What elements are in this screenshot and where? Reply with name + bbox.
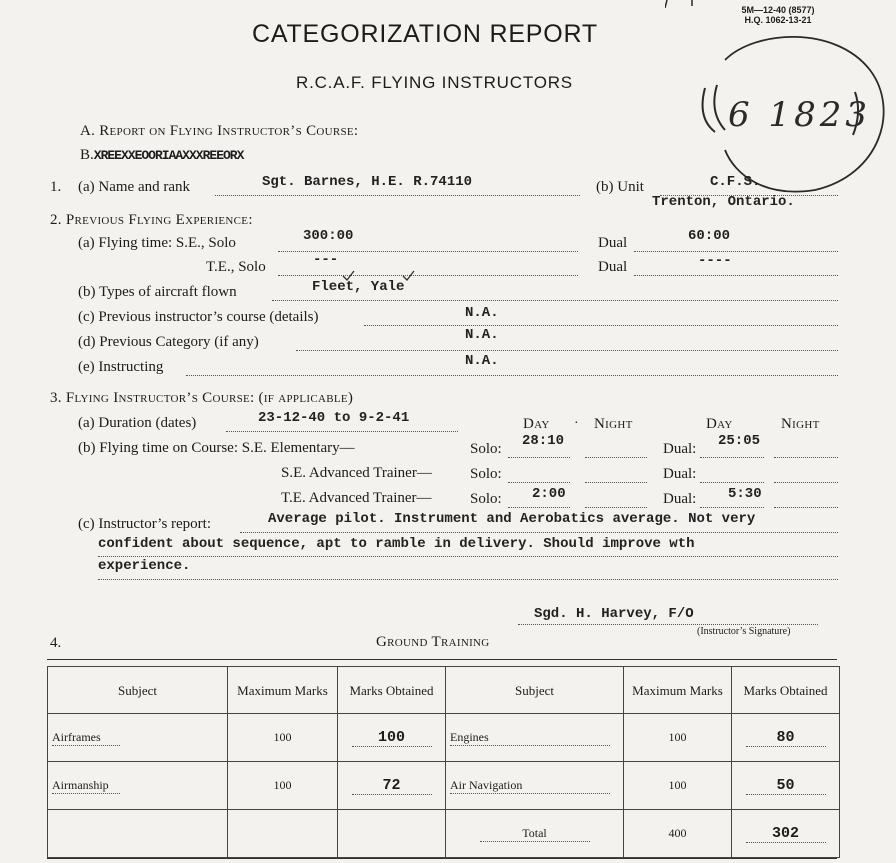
prev-category-line bbox=[296, 350, 838, 351]
se-adv-label: S.E. Advanced Trainer— bbox=[281, 465, 432, 481]
max-marks-cell: 100 bbox=[624, 714, 732, 762]
marks-obtained-cell bbox=[338, 762, 446, 810]
se-adv-dual-day-line bbox=[700, 482, 764, 483]
te-adv-label: T.E. Advanced Trainer— bbox=[281, 490, 432, 506]
table-total-row bbox=[48, 810, 840, 858]
aircraft-types-line bbox=[272, 300, 838, 301]
table-row bbox=[48, 762, 840, 810]
se-adv-dual-label: Dual: bbox=[663, 466, 697, 482]
total-obtained-value: 302 bbox=[746, 825, 826, 843]
course-time-label: (b) Flying time on Course: S.E. Elementary— bbox=[78, 440, 355, 456]
te-adv-solo-night-line bbox=[585, 507, 647, 508]
unit-value: C.F.S. bbox=[710, 174, 761, 190]
page-title: CATEGORIZATION REPORT bbox=[252, 20, 598, 48]
prev-course-value: N.A. bbox=[465, 305, 499, 321]
item-3-heading: 3. Flying Instructor’s Course: (if applicable) bbox=[50, 390, 354, 406]
tick-marks bbox=[340, 268, 430, 282]
se-adv-solo-day-line bbox=[508, 482, 570, 483]
te-adv-solo-day-value: 2:00 bbox=[532, 486, 566, 502]
section-a-label: A. Report on Flying Instructor’s Course: bbox=[80, 123, 359, 139]
total-obtained-cell bbox=[732, 810, 840, 858]
se-solo-value: 300:00 bbox=[303, 228, 354, 244]
signature-caption: (Instructor’s Signature) bbox=[697, 626, 791, 637]
section-b-prefix: B. bbox=[80, 147, 94, 163]
max-marks-cell: 100 bbox=[624, 762, 732, 810]
item-4-number: 4. bbox=[50, 635, 62, 651]
file-number: 6 1823 bbox=[728, 95, 871, 135]
total-label: Total bbox=[480, 826, 590, 842]
marks-obtained-value: 80 bbox=[746, 729, 826, 747]
instructing-value: N.A. bbox=[465, 353, 499, 369]
te-dual-label: Dual bbox=[598, 259, 628, 275]
empty-cell bbox=[338, 810, 446, 858]
prev-course-label: (c) Previous instructor’s course (details) bbox=[78, 309, 319, 325]
marks-obtained-value: 100 bbox=[352, 729, 432, 747]
max-marks-cell: 100 bbox=[228, 714, 338, 762]
max-marks-cell: 100 bbox=[228, 762, 338, 810]
table-header-row bbox=[48, 667, 840, 714]
section-b-struck-text: XREEXXEOORIAAXXXREEORX bbox=[93, 148, 244, 163]
subject-cell bbox=[48, 762, 228, 810]
header-dot: · bbox=[574, 416, 579, 431]
table-top-rule bbox=[47, 659, 837, 660]
section-b-line bbox=[80, 147, 243, 164]
item-2-heading: 2. Previous Flying Experience: bbox=[50, 212, 253, 228]
se-elem-solo-night-line bbox=[585, 457, 647, 458]
te-adv-dual-night-line bbox=[774, 507, 838, 508]
empty-cell bbox=[228, 810, 338, 858]
unit-location: Trenton, Ontario. bbox=[652, 194, 795, 210]
te-adv-dual-label: Dual: bbox=[663, 491, 697, 507]
marks-obtained-cell bbox=[732, 714, 840, 762]
se-dual-value: 60:00 bbox=[688, 228, 731, 244]
instructor-report-line-3: experience. bbox=[98, 558, 191, 574]
table-bottom-rule bbox=[47, 858, 837, 859]
max-marks-header-left: Maximum Marks bbox=[228, 667, 338, 714]
te-solo-label: T.E., Solo bbox=[206, 259, 266, 275]
ground-training-heading: Ground Training bbox=[376, 634, 490, 650]
se-elem-solo-day-line bbox=[508, 457, 570, 458]
dual-day-header: Day bbox=[706, 416, 733, 432]
se-elem-solo-label: Solo: bbox=[470, 441, 502, 457]
te-adv-dual-day-value: 5:30 bbox=[728, 486, 762, 502]
total-label-cell bbox=[446, 810, 624, 858]
ground-training-table bbox=[47, 666, 840, 858]
solo-night-header: Night bbox=[594, 416, 633, 432]
subject-name: Air Navigation bbox=[450, 778, 610, 794]
se-adv-solo-night-line bbox=[585, 482, 647, 483]
total-max-cell: 400 bbox=[624, 810, 732, 858]
te-dual-value: ---- bbox=[698, 253, 732, 269]
te-adv-dual-day-line bbox=[700, 507, 764, 508]
prev-course-line bbox=[364, 325, 838, 326]
te-adv-solo-label: Solo: bbox=[470, 491, 502, 507]
te-solo-value: --- bbox=[313, 252, 339, 268]
dual-night-header: Night bbox=[781, 416, 820, 432]
duration-value: 23-12-40 to 9-2-41 bbox=[258, 410, 410, 426]
te-dual-line bbox=[634, 275, 838, 276]
te-adv-solo-day-line bbox=[508, 507, 570, 508]
unit-label: (b) Unit bbox=[596, 179, 644, 195]
se-elem-dual-night-line bbox=[774, 457, 838, 458]
se-elem-dual-label: Dual: bbox=[663, 441, 697, 457]
duration-label: (a) Duration (dates) bbox=[78, 415, 197, 431]
item-1-number: 1. bbox=[50, 179, 62, 195]
marks-obtained-value: 50 bbox=[746, 777, 826, 795]
aircraft-types-label: (b) Types of aircraft flown bbox=[78, 284, 237, 300]
subject-cell bbox=[48, 714, 228, 762]
subject-cell bbox=[446, 714, 624, 762]
name-rank-value: Sgt. Barnes, H.E. R.74110 bbox=[262, 174, 473, 190]
marks-obtained-value: 72 bbox=[352, 777, 432, 795]
name-rank-line bbox=[215, 195, 580, 196]
aircraft-types-value: Fleet, Yale bbox=[312, 279, 405, 295]
prev-category-label: (d) Previous Category (if any) bbox=[78, 334, 259, 350]
subject-cell bbox=[446, 762, 624, 810]
se-adv-dual-night-line bbox=[774, 482, 838, 483]
empty-cell bbox=[48, 810, 228, 858]
report-line-3-rule bbox=[98, 579, 838, 580]
report-line-2-rule bbox=[98, 556, 838, 557]
subject-name: Airmanship bbox=[52, 778, 120, 794]
solo-day-header: Day bbox=[523, 416, 550, 432]
se-elem-dual-day-value: 25:05 bbox=[718, 433, 761, 449]
instructor-report-line-2: confident about sequence, apt to ramble in delivery. Should improve wth bbox=[98, 536, 695, 552]
instructor-report-label: (c) Instructor’s report: bbox=[78, 516, 212, 532]
page-subtitle: R.C.A.F. FLYING INSTRUCTORS bbox=[296, 73, 573, 92]
subject-header-right: Subject bbox=[446, 667, 624, 714]
instructing-label: (e) Instructing bbox=[78, 359, 164, 375]
marks-obtained-header-left: Marks Obtained bbox=[338, 667, 446, 714]
signature-line bbox=[518, 624, 818, 625]
flying-time-label: (a) Flying time: S.E., Solo bbox=[78, 235, 236, 251]
se-elem-dual-day-line bbox=[700, 457, 764, 458]
table-row bbox=[48, 714, 840, 762]
instructor-signature: Sgd. H. Harvey, F/O bbox=[534, 606, 694, 622]
duration-line bbox=[226, 431, 458, 432]
se-elem-solo-day-value: 28:10 bbox=[522, 433, 565, 449]
se-adv-solo-label: Solo: bbox=[470, 466, 502, 482]
se-dual-line bbox=[634, 251, 838, 252]
se-dual-label: Dual bbox=[598, 235, 628, 251]
marks-obtained-cell bbox=[338, 714, 446, 762]
marks-obtained-cell bbox=[732, 762, 840, 810]
name-rank-label: (a) Name and rank bbox=[78, 179, 191, 195]
prev-category-value: N.A. bbox=[465, 327, 499, 343]
print-code-line-1: 5M—12-40 (8577) bbox=[741, 5, 815, 15]
max-marks-header-right: Maximum Marks bbox=[624, 667, 732, 714]
subject-header-left: Subject bbox=[48, 667, 228, 714]
subject-name: Engines bbox=[450, 730, 610, 746]
marks-obtained-header-right: Marks Obtained bbox=[732, 667, 840, 714]
instructor-report-line-1: Average pilot. Instrument and Aerobatics average. Not very bbox=[268, 511, 756, 527]
instructing-line bbox=[186, 375, 838, 376]
subject-name: Airframes bbox=[52, 730, 120, 746]
report-line-1-rule bbox=[240, 532, 838, 533]
print-code-line-2: H.Q. 1062-13-21 bbox=[744, 15, 812, 25]
